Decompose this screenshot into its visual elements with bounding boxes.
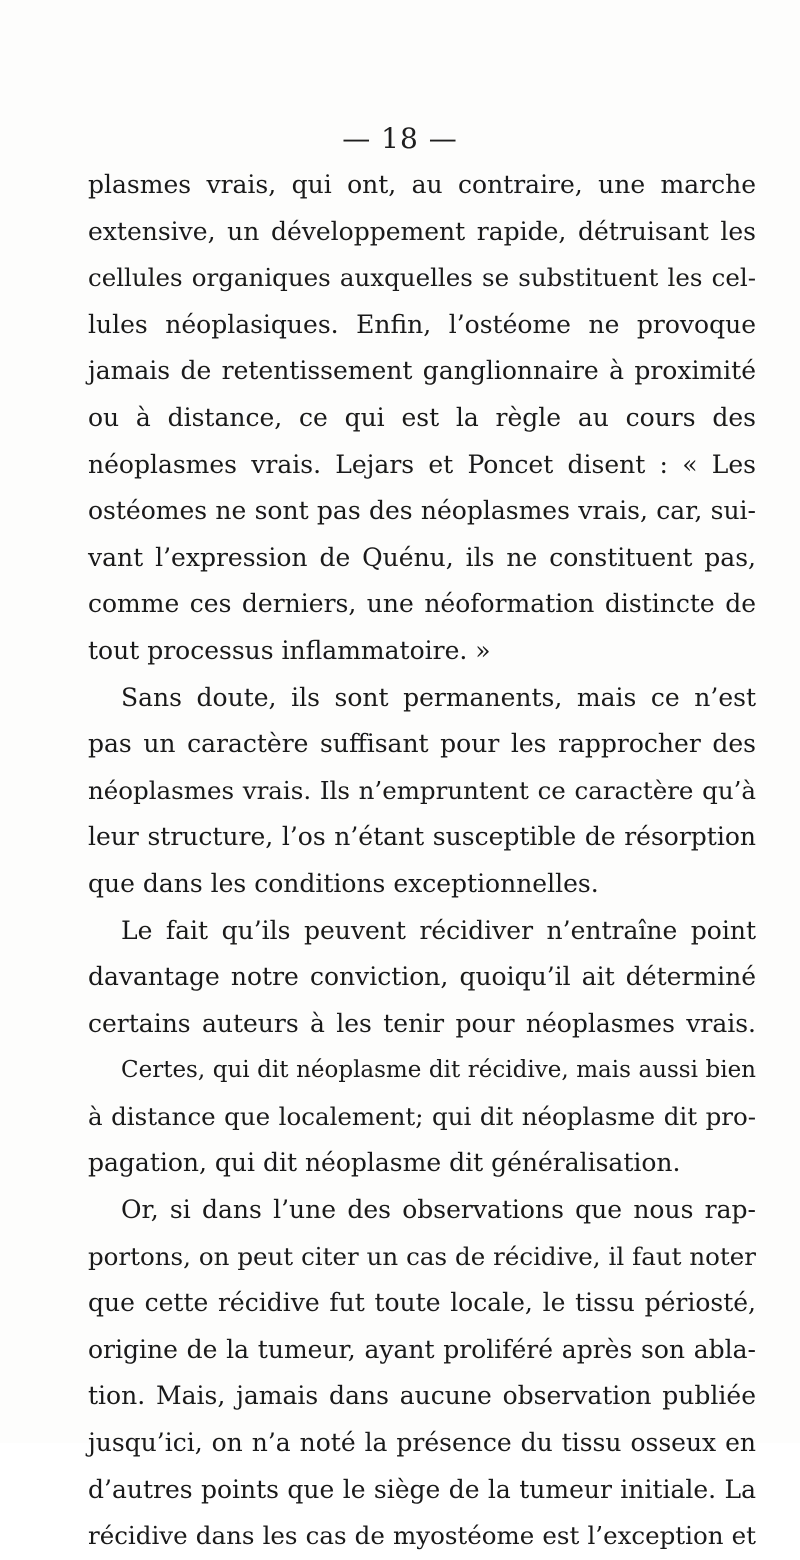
text-line: extensive, un développement rapide, détruisant les [88,216,756,246]
text-line: portons, on peut citer un cas de récidive, il faut noter [88,1241,756,1271]
text-line: certains auteurs à les tenir pour néoplasmes vrais. [88,1008,756,1038]
text-line: lules néoplasiques. Enfin, l’ostéome ne provoque [88,309,756,339]
body-text [88,162,756,1560]
text-line: Or, si dans l’une des observations que nous rap- [121,1195,756,1225]
text-line: d’autres points que le siège de la tumeur initiale. La [88,1474,756,1504]
text-line: davantage notre conviction, quoiqu’il ait déterminé [88,962,756,992]
text-line: récidive dans les cas de myostéome est l’exception et [88,1521,756,1551]
text-line: ostéomes ne sont pas des néoplasmes vrais, car, sui- [88,496,756,526]
text-line: néoplasmes vrais. Lejars et Poncet disent : « Les [88,449,756,479]
text-line: Sans doute, ils sont permanents, mais ce n’est [121,682,756,712]
text-line: jusqu’ici, on n’a noté la présence du tissu osseux en [88,1428,756,1458]
text-line: comme ces derniers, une néoformation distincte de [88,589,756,619]
text-line: tion. Mais, jamais dans aucune observation publiée [88,1381,756,1411]
text-line: à distance que localement; qui dit néoplasme dit pro- [88,1101,756,1131]
text-line: tout processus inflammatoire. » [88,635,491,665]
text-line: jamais de retentissement ganglionnaire à proximité [88,356,756,386]
text-line: que dans les conditions exceptionnelles. [88,868,599,898]
text-line: néoplasmes vrais. Ils n’empruntent ce caractère qu’à [88,775,756,805]
text-line: Le fait qu’ils peuvent récidiver n’entraîne point [121,915,756,945]
text-line: pas un caractère suffisant pour les rapprocher des [88,729,756,759]
text-line: leur structure, l’os n’étant susceptible de résorption [88,822,756,852]
text-line: plasmes vrais, qui ont, au contraire, une marche [88,170,756,199]
text-line: ou à distance, ce qui est la règle au cours des [88,402,756,432]
text-line: pagation, qui dit néoplasme dit généralisation. [88,1148,681,1178]
page-number: — 18 — [342,122,458,155]
text-line: vant l’expression de Quénu, ils ne constituent pas, [88,542,756,572]
text-line: Certes, qui dit néoplasme dit récidive, mais aussi bien [121,1057,756,1084]
text-line: origine de la tumeur, ayant proliféré après son abla- [88,1334,756,1364]
text-line: que cette récidive fut toute locale, le tissu périosté, [88,1288,756,1318]
text-line: cellules organiques auxquelles se substituent les cel- [88,263,756,293]
